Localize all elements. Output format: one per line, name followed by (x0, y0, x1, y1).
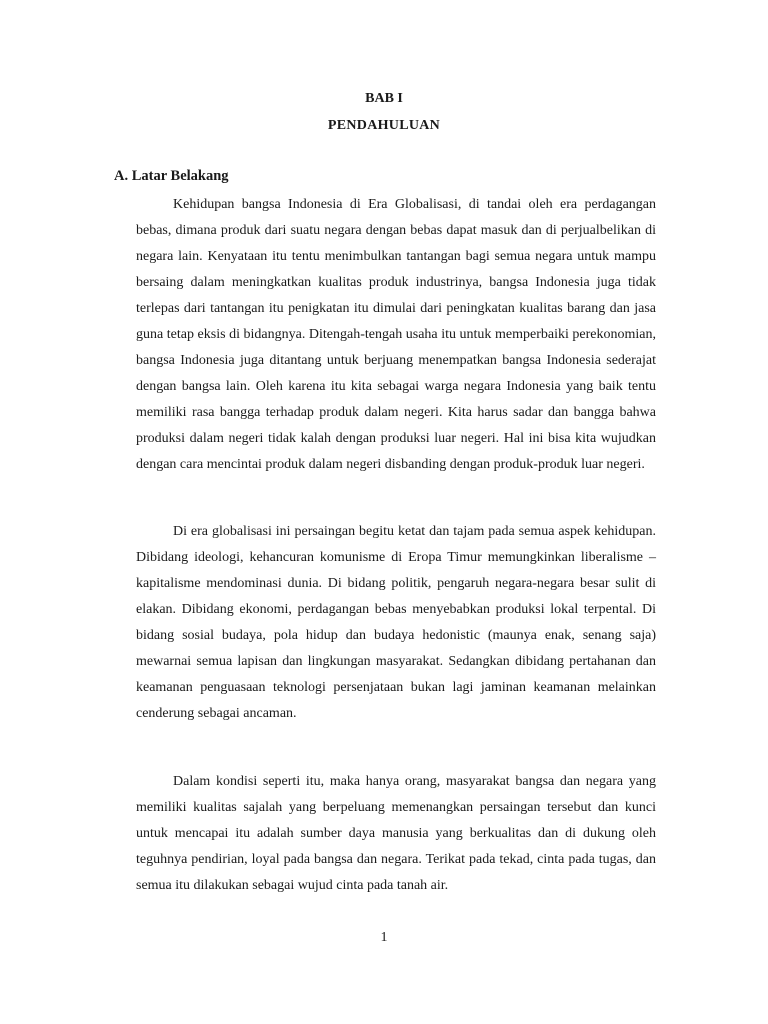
body-paragraph: Dalam kondisi seperti itu, maka hanya orang, masyarakat bangsa dan negara yang memiliki kualitas sajalah yang berpeluang memenangkan persaingan tersebut dan kunci untuk mencapai itu adalah sumber daya manusia yang berkualitas dan di dukung oleh teguhnya pendirian, loyal pada bangsa dan negara. Terikat pada tekad, cinta pada tugas, dan semua itu dilakukan sebagai wujud cinta pada tanah air. (136, 774, 656, 893)
chapter-title: PENDAHULUAN (327, 118, 441, 133)
chapter-number: BAB I (365, 91, 403, 106)
body-paragraph: Di era globalisasi ini persaingan begitu ketat dan tajam pada semua aspek kehidupan. Dibidang ideologi, kehancuran komunisme di Eropa Timur memungkinkan liberalisme – kapitalisme mendominasi dunia. Di bidang politik, pengaruh negara-negara besar sulit di elakan. Dibidang ekonomi, perdagangan bebas menyebabkan produksi lokal terpental. Di bidang sosial budaya, pola hidup dan budaya hedonistic (maunya enak, senang saja) mewarnai semua lapisan dan lingkungan masyarakat. Sedangkan dibidang pertahanan dan keamanan penguasaan teknologi persenjataan bukan lagi jaminan keamanan melainkan cenderung sebagai ancaman. (136, 524, 656, 721)
body-paragraph: Kehidupan bangsa Indonesia di Era Globalisasi, di tandai oleh era perdagangan bebas, dimana produk dari suatu negara dengan bebas dapat masuk dan di perjualbelikan di negara lain. Kenyataan itu tentu menimbulkan tantangan bagi semua negara untuk mampu bersaing dalam meningkatkan kualitas produk industrinya, bangsa Indonesia juga tidak terlepas dari tantangan itu penigkatan itu dimulai dari peningkatan kualitas barang dan jasa guna tetap eksis di bidangnya. Ditengah-tengah usaha itu untuk memperbaiki perekonomian, bangsa Indonesia juga ditantang untuk berjuang menempatkan bangsa Indonesia sederajat dengan bangsa lain. Oleh karena itu kita sebagai warga negara Indonesia yang baik tentu memiliki rasa bangga terhadap produk dalam negeri. Kita harus sadar dan bangga bahwa produksi dalam negeri tidak kalah dengan produksi luar negeri. Hal ini bisa kita wujudkan dengan cara mencintai produk dalam negeri disbanding dengan produk-produk luar negeri. (136, 197, 656, 472)
page-number: 1 (380, 930, 388, 945)
section-heading: A. Latar Belakang (114, 168, 229, 184)
